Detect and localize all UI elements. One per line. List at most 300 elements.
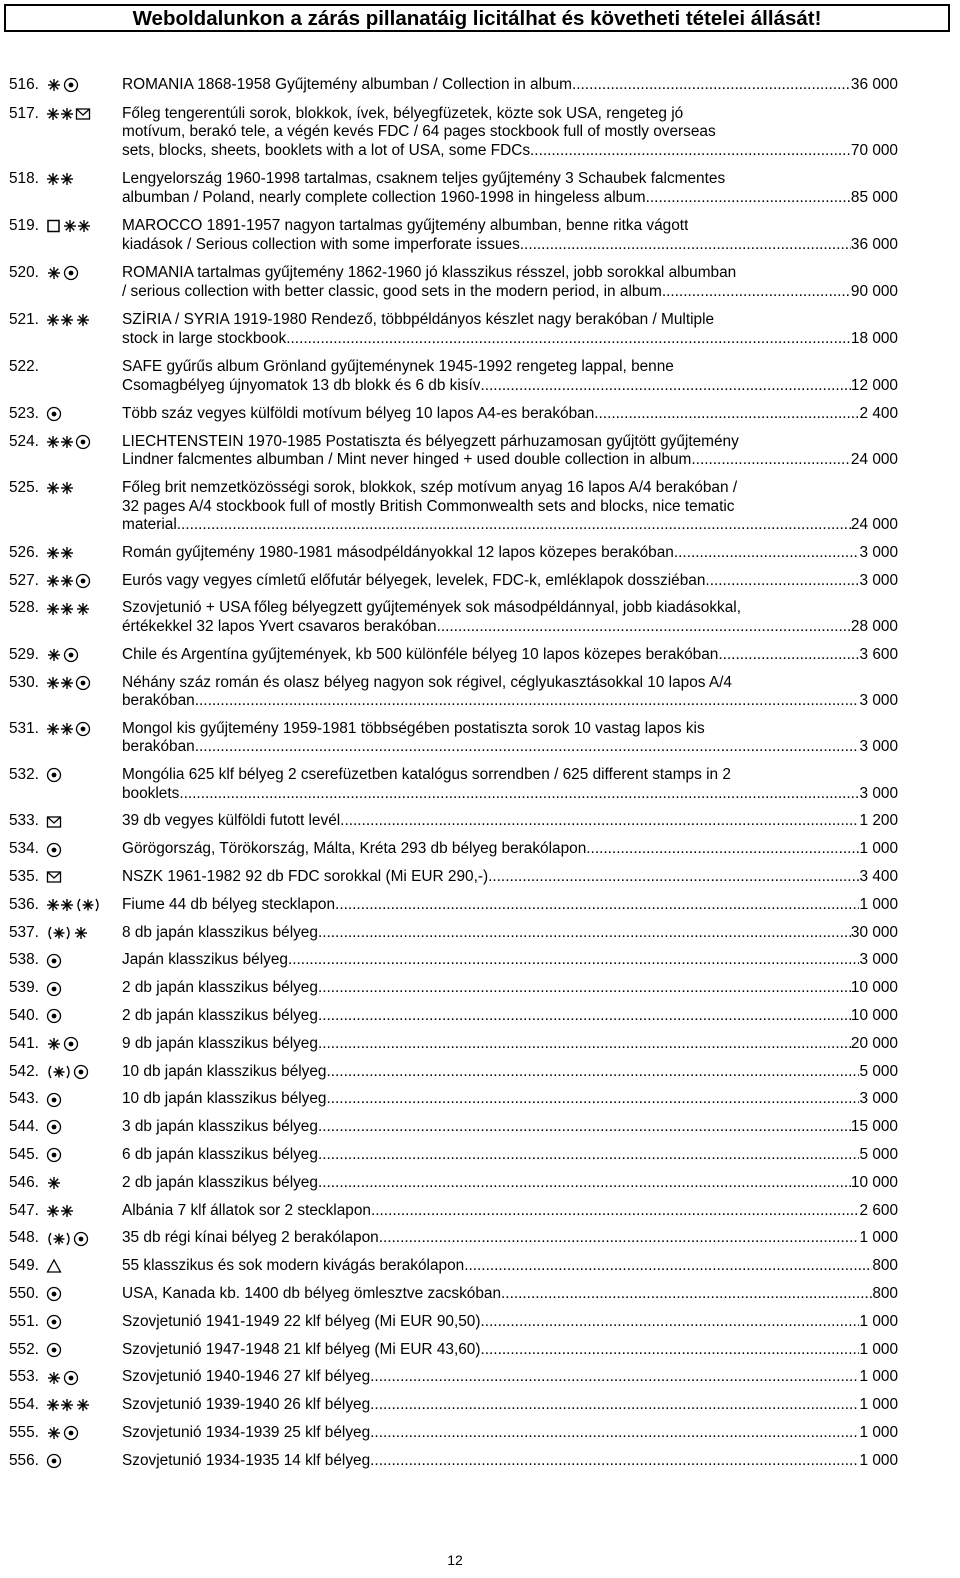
lot-item xyxy=(0,1007,960,1026)
lot-price: 36 000 xyxy=(850,76,898,93)
lot-item xyxy=(0,544,960,563)
dot-leader xyxy=(288,951,860,970)
lot-item xyxy=(0,720,960,757)
description-line: Román gyűjtemény 1980-1981 másodpéldányokkal 12 lapos közepes berakóban xyxy=(122,543,674,561)
lot-number: 533. xyxy=(9,812,39,830)
used-stamp-icon xyxy=(46,1453,62,1469)
lot-description xyxy=(122,720,898,757)
description-line: Fiume 44 db bélyeg stecklapon xyxy=(122,895,336,913)
description-line: 39 db vegyes külföldi futott levél xyxy=(122,812,341,830)
lot-item xyxy=(0,868,960,887)
asterisk-icon xyxy=(73,925,89,941)
description-line: Főleg brit nemzetközösségi sorok, blokkok, szép motívum anyag 16 lapos A/4 berakóban / xyxy=(122,479,738,497)
page-title: Weboldalunkon a zárás pillanatáig licitálhat és követheti tételei állását! xyxy=(132,7,822,30)
dot-leader xyxy=(195,738,860,757)
lot-number: 548. xyxy=(9,1229,39,1247)
lot-number: 534. xyxy=(9,840,39,858)
lot-price: 3 600 xyxy=(859,645,898,663)
lot-description xyxy=(122,1396,898,1415)
lot-description xyxy=(122,1257,898,1276)
condition-symbols xyxy=(46,674,91,693)
lot-number: 528. xyxy=(9,599,39,617)
dot-leader xyxy=(437,618,851,637)
used-stamp-icon xyxy=(46,1119,62,1135)
lot-item xyxy=(0,1313,960,1332)
lot-price: 800 xyxy=(872,1285,898,1303)
dot-leader xyxy=(379,1229,860,1248)
dot-leader xyxy=(177,516,851,535)
dot-leader xyxy=(326,1063,859,1082)
condition-symbols xyxy=(46,1341,62,1360)
dot-leader xyxy=(286,330,851,349)
used-stamp-icon xyxy=(63,77,79,93)
lot-price: 3 000 xyxy=(859,543,898,561)
description-line: USA, Kanada kb. 1400 db bélyeg ömlesztve zacskóban xyxy=(122,1285,502,1303)
lot-item xyxy=(0,1174,960,1193)
lot-number: 550. xyxy=(9,1285,39,1303)
description-line: Albánia 7 klf állatok sor 2 stecklapon xyxy=(122,1201,371,1219)
dot-leader xyxy=(370,1368,859,1387)
description-line: berakóban xyxy=(122,692,195,710)
lot-item xyxy=(0,1424,960,1443)
lot-description xyxy=(122,1063,898,1082)
dot-leader xyxy=(646,189,851,208)
lot-price: 2 400 xyxy=(859,405,898,422)
dot-leader xyxy=(662,283,851,302)
condition-symbols xyxy=(46,1424,79,1443)
lot-price: 3 000 xyxy=(859,784,898,802)
dot-leader xyxy=(480,1313,859,1332)
lot-description xyxy=(122,766,898,803)
lot-description xyxy=(122,170,898,207)
envelope-icon xyxy=(75,106,91,122)
dot-leader xyxy=(318,1035,851,1054)
lot-number: 520. xyxy=(9,264,39,281)
used-stamp-icon xyxy=(75,675,91,691)
dot-leader xyxy=(195,692,860,711)
used-stamp-icon xyxy=(63,1425,79,1441)
lot-price: 3 000 xyxy=(859,951,898,969)
lot-number: 517. xyxy=(9,104,39,122)
dot-leader xyxy=(326,1090,859,1109)
description-line: Eurós vagy vegyes címletű előfutár bélyegek, levelek, FDC-k, emléklapok dossziéban xyxy=(122,571,706,589)
lot-item xyxy=(0,1452,960,1471)
condition-symbols xyxy=(46,1229,89,1248)
lot-number: 554. xyxy=(9,1396,39,1414)
condition-symbols xyxy=(46,311,91,330)
lot-description xyxy=(122,1202,898,1221)
condition-symbols xyxy=(46,479,74,498)
dot-leader xyxy=(318,924,851,943)
description-line: LIECHTENSTEIN 1970-1985 Postatiszta és bélyegzett párhuzamosan gyűjtött gyűjtemény xyxy=(122,432,739,450)
lot-price: 1 000 xyxy=(859,1451,898,1469)
dot-leader xyxy=(318,979,851,998)
condition-symbols xyxy=(46,170,74,189)
lot-description xyxy=(122,433,898,470)
lot-number: 543. xyxy=(9,1090,39,1108)
lot-price: 1 200 xyxy=(859,812,898,830)
lot-number: 537. xyxy=(9,923,39,941)
asterisk-icon xyxy=(46,647,62,663)
lot-price: 15 000 xyxy=(850,1118,898,1136)
dot-leader xyxy=(480,1341,859,1360)
used-stamp-icon xyxy=(46,842,62,858)
condition-symbols xyxy=(46,1396,91,1415)
lot-description xyxy=(122,979,898,998)
used-stamp-icon xyxy=(46,1147,62,1163)
asterisk-icon xyxy=(75,601,91,617)
lot-description xyxy=(122,951,898,970)
lot-price: 20 000 xyxy=(850,1034,898,1052)
lot-item xyxy=(0,433,960,470)
dot-leader xyxy=(501,1285,872,1304)
double-asterisk-icon xyxy=(63,218,91,234)
condition-symbols xyxy=(46,105,91,124)
lot-number: 542. xyxy=(9,1062,39,1080)
lot-description xyxy=(122,1035,898,1054)
lot-item xyxy=(0,479,960,535)
lot-item xyxy=(0,1229,960,1248)
lot-number: 549. xyxy=(9,1257,39,1275)
used-stamp-icon xyxy=(75,721,91,737)
lot-description xyxy=(122,1452,898,1471)
dot-leader xyxy=(586,840,859,859)
description-line: NSZK 1961-1982 92 db FDC sorokkal (Mi EUR 290,-) xyxy=(122,868,489,886)
dot-leader xyxy=(520,236,851,255)
used-stamp-icon xyxy=(46,1342,62,1358)
asterisk-icon xyxy=(46,1425,62,1441)
lot-number: 546. xyxy=(9,1173,39,1191)
description-line: Szovjetunió 1934-1939 25 klf bélyeg xyxy=(122,1424,371,1441)
condition-symbols xyxy=(46,979,62,998)
condition-symbols xyxy=(46,1146,62,1165)
description-line: Szovjetunió 1947-1948 21 klf bélyeg (Mi EUR 43,60) xyxy=(122,1340,481,1358)
asterisk-icon xyxy=(46,265,62,281)
lot-number: 524. xyxy=(9,432,39,450)
condition-symbols xyxy=(46,896,101,915)
lot-description xyxy=(122,924,898,943)
lot-price: 24 000 xyxy=(850,516,898,534)
lot-price: 3 400 xyxy=(859,868,898,886)
used-stamp-icon xyxy=(75,573,91,589)
lot-item xyxy=(0,358,960,395)
description-line: 32 pages A/4 stockbook full of mostly British Commonwealth sets and blocks, nice tematic xyxy=(122,497,735,515)
lot-item xyxy=(0,572,960,591)
lot-price: 1 000 xyxy=(859,1396,898,1414)
parenthesized-asterisk-icon xyxy=(46,925,72,941)
lot-number: 538. xyxy=(9,951,39,969)
dot-leader xyxy=(594,405,859,424)
asterisk-icon xyxy=(75,1397,91,1413)
lot-price: 1 000 xyxy=(859,1312,898,1330)
condition-symbols xyxy=(46,1118,62,1137)
lot-price: 3 000 xyxy=(859,1090,898,1108)
lot-item xyxy=(0,674,960,711)
description-line: 8 db japán klasszikus bélyeg xyxy=(122,923,318,941)
lot-number: 522. xyxy=(9,358,39,375)
double-asterisk-icon xyxy=(46,573,74,589)
description-line: SAFE gyűrűs album Grönland gyűjteménynek 1945-1992 rengeteg lappal, benne xyxy=(122,358,674,375)
used-stamp-icon xyxy=(46,953,62,969)
description-line: 10 db japán klasszikus bélyeg xyxy=(122,1090,327,1108)
description-line: Japán klasszikus bélyeg xyxy=(122,951,288,969)
used-stamp-icon xyxy=(63,265,79,281)
lot-description xyxy=(122,105,898,161)
asterisk-icon xyxy=(46,1175,62,1191)
lot-number: 540. xyxy=(9,1007,39,1025)
lot-item xyxy=(0,264,960,301)
double-asterisk-icon xyxy=(46,1203,74,1219)
used-stamp-icon xyxy=(46,1286,62,1302)
lot-item xyxy=(0,105,960,161)
lot-number: 556. xyxy=(9,1451,39,1469)
used-stamp-icon xyxy=(46,1092,62,1108)
lot-item xyxy=(0,1285,960,1304)
page-number: 12 xyxy=(447,1552,463,1568)
description-line: 10 db japán klasszikus bélyeg xyxy=(122,1062,327,1080)
description-line: Szovjetunió 1939-1940 26 klf bélyeg xyxy=(122,1396,371,1414)
condition-symbols xyxy=(46,1007,62,1026)
used-stamp-icon xyxy=(63,1036,79,1052)
lot-price: 12 000 xyxy=(850,376,898,394)
lot-number: 526. xyxy=(9,543,39,561)
description-line: stock in large stockbook xyxy=(122,329,287,347)
dot-leader xyxy=(370,1396,859,1415)
envelope-icon xyxy=(46,814,62,830)
condition-symbols xyxy=(46,868,62,887)
lot-item xyxy=(0,1341,960,1360)
lot-price: 10 000 xyxy=(850,1173,898,1191)
lot-number: 532. xyxy=(9,766,39,784)
used-stamp-icon xyxy=(75,434,91,450)
condition-symbols xyxy=(46,766,62,785)
lot-list xyxy=(0,76,960,1480)
used-stamp-icon xyxy=(73,1231,89,1247)
lot-item xyxy=(0,217,960,254)
lot-description xyxy=(122,572,898,591)
lot-number: 523. xyxy=(9,405,39,422)
dot-leader xyxy=(705,572,859,591)
lot-number: 530. xyxy=(9,673,39,691)
description-line: ROMANIA tartalmas gyűjtemény 1862-1960 jó klasszikus résszel, jobb sorokkal albumban xyxy=(122,264,737,281)
condition-symbols xyxy=(46,572,91,591)
dot-leader xyxy=(370,1452,859,1471)
lot-item xyxy=(0,951,960,970)
lot-number: 536. xyxy=(9,895,39,913)
lot-description xyxy=(122,264,898,301)
description-line: berakóban xyxy=(122,738,195,756)
lot-description xyxy=(122,674,898,711)
square-icon xyxy=(46,218,62,234)
lot-number: 547. xyxy=(9,1201,39,1219)
parenthesized-asterisk-icon xyxy=(75,897,101,913)
dot-leader xyxy=(371,1202,860,1221)
description-line: albumban / Poland, nearly complete collection 1960-1998 in hingeless album xyxy=(122,188,646,206)
double-asterisk-icon xyxy=(46,897,74,913)
asterisk-icon xyxy=(46,77,62,93)
lot-price: 24 000 xyxy=(850,451,898,469)
description-line: Néhány száz román és olasz bélyeg nagyon sok régivel, céglyukasztásokkal 10 lapos A/4 xyxy=(122,673,732,691)
lot-item xyxy=(0,1035,960,1054)
dot-leader xyxy=(464,1257,872,1276)
condition-symbols xyxy=(46,720,91,739)
dot-leader xyxy=(318,1174,851,1193)
condition-symbols xyxy=(46,1174,62,1193)
lot-number: 539. xyxy=(9,979,39,997)
lot-description xyxy=(122,599,898,636)
description-line: Chile és Argentína gyűjtemények, kb 500 különféle bélyeg 10 lapos közepes berakóban xyxy=(122,645,719,663)
lot-item xyxy=(0,1146,960,1165)
dot-leader xyxy=(718,646,859,665)
lot-number: 535. xyxy=(9,868,39,886)
lot-number: 541. xyxy=(9,1034,39,1052)
lot-price: 70 000 xyxy=(850,141,898,159)
asterisk-icon xyxy=(75,312,91,328)
lot-number: 518. xyxy=(9,170,39,187)
description-line: 2 db japán klasszikus bélyeg xyxy=(122,979,318,997)
condition-symbols xyxy=(46,1035,79,1054)
lot-price: 10 000 xyxy=(850,1007,898,1025)
description-line: Mongol kis gyűjtemény 1959-1981 többségében postatiszta sorok 10 vastag lapos kis xyxy=(122,719,705,737)
lot-price: 3 000 xyxy=(859,738,898,756)
description-line: 9 db japán klasszikus bélyeg xyxy=(122,1034,318,1052)
dot-leader xyxy=(488,868,859,887)
used-stamp-icon xyxy=(46,1314,62,1330)
lot-item xyxy=(0,1368,960,1387)
lot-item xyxy=(0,1090,960,1109)
dot-leader xyxy=(530,142,851,161)
lot-number: 516. xyxy=(9,76,39,93)
lot-description xyxy=(122,1285,898,1304)
used-stamp-icon xyxy=(46,406,62,422)
double-asterisk-icon xyxy=(46,434,74,450)
dot-leader xyxy=(318,1118,851,1137)
used-stamp-icon xyxy=(63,647,79,663)
lot-item xyxy=(0,840,960,859)
lot-price: 36 000 xyxy=(850,235,898,253)
lot-description xyxy=(122,1090,898,1109)
triangle-icon xyxy=(46,1258,62,1274)
condition-symbols xyxy=(46,840,62,859)
asterisk-icon xyxy=(46,1370,62,1386)
lot-description xyxy=(122,1229,898,1248)
double-asterisk-icon xyxy=(46,171,74,187)
lot-item xyxy=(0,170,960,207)
description-line: / serious collection with better classic, good sets in the modern period, in album xyxy=(122,282,662,300)
lot-price: 5 000 xyxy=(859,1062,898,1080)
used-stamp-icon xyxy=(46,767,62,783)
description-line: Főleg tengerentúli sorok, blokkok, ívek, bélyegfüzetek, közte sok USA, rengeteg jó xyxy=(122,104,684,122)
description-line: 35 db régi kínai bélyeg 2 berakólapon xyxy=(122,1229,379,1247)
lot-price: 1 000 xyxy=(859,840,898,858)
lot-description xyxy=(122,217,898,254)
double-asterisk-icon xyxy=(46,675,74,691)
description-line: kiadások / Serious collection with some imperforate issues xyxy=(122,235,520,253)
lot-description xyxy=(122,405,898,424)
double-asterisk-icon xyxy=(46,1397,74,1413)
lot-item xyxy=(0,646,960,665)
lot-number: 544. xyxy=(9,1118,39,1136)
description-line: SZÍRIA / SYRIA 1919-1980 Rendező, többpéldányos készlet nagy berakóban / Multiple xyxy=(122,311,715,328)
lot-description xyxy=(122,479,898,535)
dot-leader xyxy=(674,544,860,563)
description-line: sets, blocks, sheets, booklets with a lot of USA, some FDCs xyxy=(122,141,531,159)
dot-leader xyxy=(340,812,859,831)
description-line: Szovjetunió + USA főleg bélyegzett gyűjtemények sok másodpéldánnyal, jobb kiadásokkal, xyxy=(122,599,741,617)
lot-price: 28 000 xyxy=(850,617,898,635)
description-line: Lengyelország 1960-1998 tartalmas, csaknem teljes gyűjtemény 3 Schaubek falcmentes xyxy=(122,170,726,187)
lot-item xyxy=(0,1257,960,1276)
lot-item xyxy=(0,812,960,831)
lot-description xyxy=(122,76,898,95)
description-line: booklets xyxy=(122,784,180,802)
description-line: ROMANIA 1868-1958 Gyűjtemény albumban / Collection in album xyxy=(122,76,572,93)
lot-price: 2 600 xyxy=(859,1201,898,1219)
lot-price: 1 000 xyxy=(859,1368,898,1386)
condition-symbols xyxy=(46,1452,62,1471)
condition-symbols xyxy=(46,951,62,970)
description-line: Mongólia 625 klf bélyeg 2 cserefüzetben katalógus sorrendben / 625 different stamps in 2 xyxy=(122,766,731,784)
lot-item xyxy=(0,76,960,95)
lot-description xyxy=(122,1424,898,1443)
lot-price: 1 000 xyxy=(859,895,898,913)
header-banner xyxy=(4,4,950,32)
lot-description xyxy=(122,1313,898,1332)
description-line: 55 klasszikus és sok modern kivágás berakólapon xyxy=(122,1257,465,1275)
dot-leader xyxy=(370,1424,859,1443)
lot-description xyxy=(122,1118,898,1137)
lot-item xyxy=(0,766,960,803)
lot-item xyxy=(0,1202,960,1221)
lot-number: 553. xyxy=(9,1368,39,1386)
lot-price: 1 000 xyxy=(859,1229,898,1247)
description-line: Csomagbélyeg újnyomatok 13 db blokk és 6 db kisív xyxy=(122,376,481,394)
condition-symbols xyxy=(46,1313,62,1332)
description-line: 6 db japán klasszikus bélyeg xyxy=(122,1146,318,1164)
lot-description xyxy=(122,896,898,915)
parenthesized-asterisk-icon xyxy=(46,1231,72,1247)
lot-price: 18 000 xyxy=(850,329,898,347)
dot-leader xyxy=(691,451,851,470)
description-line: Lindner falcmentes albumban / Mint never hinged + used double collection in album xyxy=(122,451,692,469)
description-line: Több száz vegyes külföldi motívum bélyeg 10 lapos A4-es berakóban xyxy=(122,405,595,422)
double-asterisk-icon xyxy=(46,721,74,737)
condition-symbols xyxy=(46,1063,89,1082)
double-asterisk-icon xyxy=(46,312,74,328)
condition-symbols xyxy=(46,264,79,283)
lot-description xyxy=(122,1368,898,1387)
description-line: Szovjetunió 1941-1949 22 klf bélyeg (Mi EUR 90,50) xyxy=(122,1312,481,1330)
lot-item xyxy=(0,1396,960,1415)
description-line: 2 db japán klasszikus bélyeg xyxy=(122,1007,318,1025)
condition-symbols xyxy=(46,544,74,563)
condition-symbols xyxy=(46,599,91,618)
condition-symbols xyxy=(46,812,62,831)
lot-price: 1 000 xyxy=(859,1340,898,1358)
lot-item xyxy=(0,896,960,915)
description-line: értékekkel 32 lapos Yvert csavaros berakóban xyxy=(122,617,437,635)
double-asterisk-icon xyxy=(46,480,74,496)
lot-description xyxy=(122,840,898,859)
lot-description xyxy=(122,868,898,887)
condition-symbols xyxy=(46,1257,62,1276)
lot-item xyxy=(0,1118,960,1137)
description-line: Szovjetunió 1934-1935 14 klf bélyeg xyxy=(122,1451,371,1469)
double-asterisk-icon xyxy=(46,545,74,561)
condition-symbols xyxy=(46,76,79,95)
lot-price: 3 000 xyxy=(859,571,898,589)
lot-price: 85 000 xyxy=(850,188,898,206)
